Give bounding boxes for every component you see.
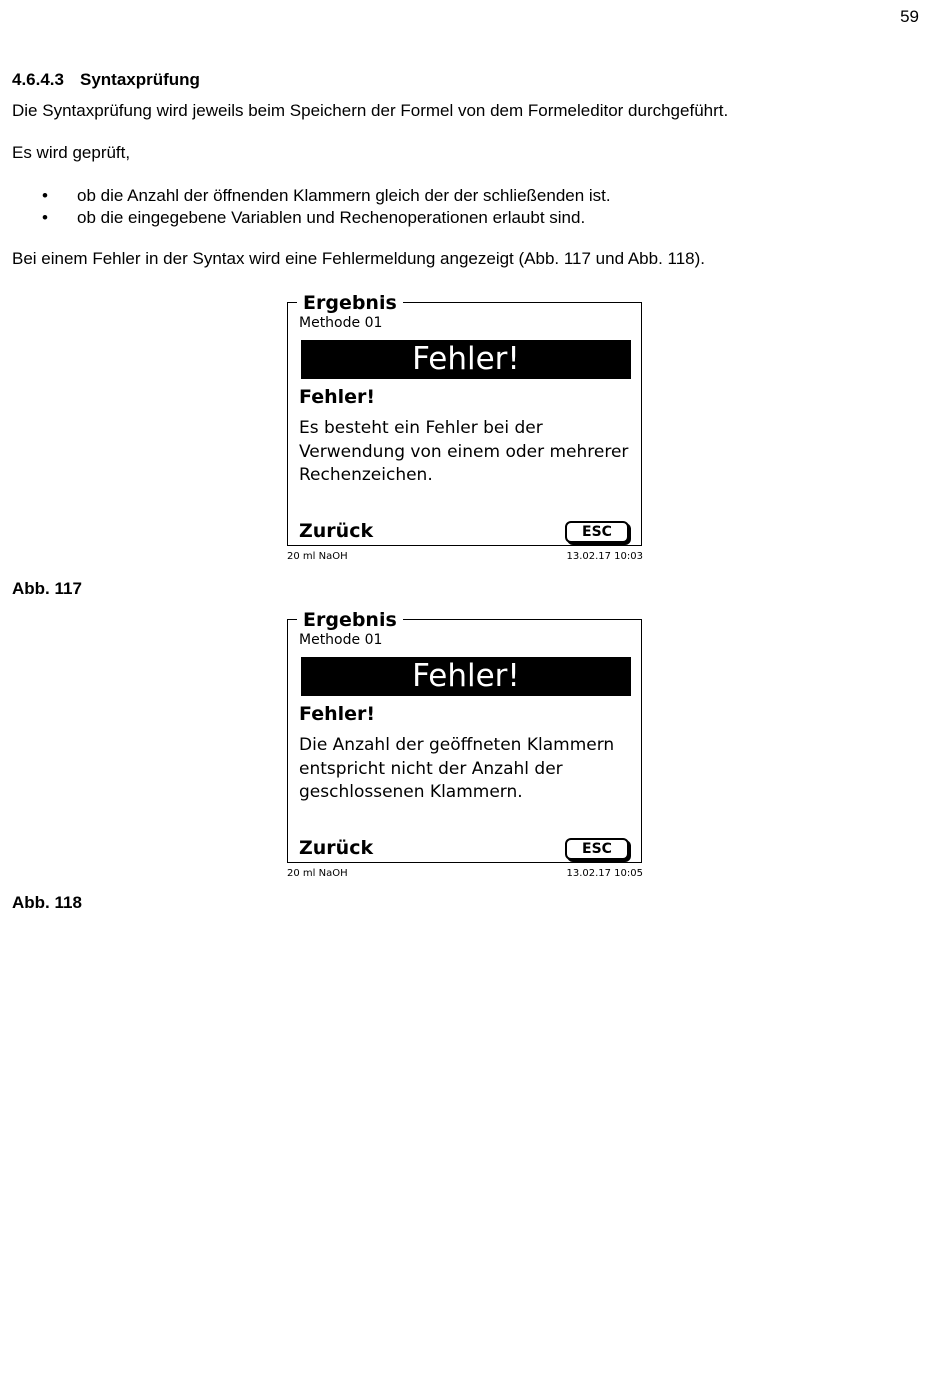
page-number: 59 bbox=[900, 7, 919, 26]
error-banner: Fehler! bbox=[301, 340, 631, 379]
list-item bbox=[12, 185, 611, 207]
esc-button: ESC bbox=[565, 521, 629, 543]
status-datetime: 13.02.17 10:05 bbox=[566, 868, 643, 879]
section-heading bbox=[12, 70, 200, 90]
method-label: Methode 01 bbox=[299, 632, 383, 648]
status-reagent: 20 ml NaOH bbox=[287, 868, 348, 879]
section-title: Syntaxprüfung bbox=[80, 70, 200, 89]
message-line: Verwendung von einem oder mehrerer bbox=[299, 441, 629, 462]
bullet-icon: • bbox=[42, 186, 48, 205]
figure-caption: Abb. 118 bbox=[12, 893, 82, 912]
intro-paragraph: Die Syntaxprüfung wird jeweils beim Speichern der Formel von dem Formeleditor durchgeführt. bbox=[12, 101, 729, 120]
error-heading: Fehler! bbox=[299, 703, 376, 725]
message-line: Rechenzeichen. bbox=[299, 465, 433, 485]
bullet-icon: • bbox=[42, 207, 48, 227]
checks-list bbox=[12, 185, 611, 228]
message-line: Es besteht ein Fehler bei der bbox=[299, 418, 543, 438]
error-note-paragraph: Bei einem Fehler in der Syntax wird eine Fehlermeldung angezeigt (Abb. 117 und Abb. 118). bbox=[12, 249, 706, 268]
error-heading: Fehler! bbox=[299, 386, 376, 408]
message-line: entspricht nicht der Anzahl der bbox=[299, 758, 563, 779]
list-item bbox=[12, 207, 611, 229]
back-button-label: Zurück bbox=[299, 520, 374, 542]
method-label: Methode 01 bbox=[299, 315, 383, 331]
screen-title: Ergebnis bbox=[297, 292, 403, 314]
back-button-label: Zurück bbox=[299, 837, 374, 859]
message-line: Die Anzahl der geöffneten Klammern bbox=[299, 735, 615, 755]
section-number: 4.6.4.3 bbox=[12, 70, 64, 89]
screen-title: Ergebnis bbox=[297, 609, 403, 631]
error-banner: Fehler! bbox=[301, 657, 631, 696]
check-text: ob die eingegebene Variablen und Rechenoperationen erlaubt sind. bbox=[77, 207, 586, 227]
error-message bbox=[299, 417, 629, 488]
error-message bbox=[299, 734, 629, 805]
esc-button: ESC bbox=[565, 838, 629, 860]
checked-label: Es wird geprüft, bbox=[12, 143, 131, 162]
check-text: ob die Anzahl der öffnenden Klammern gleich der der schließenden ist. bbox=[77, 186, 611, 205]
figure-caption: Abb. 117 bbox=[12, 579, 82, 598]
status-reagent: 20 ml NaOH bbox=[287, 551, 348, 562]
message-line: geschlossenen Klammern. bbox=[299, 782, 523, 802]
status-datetime: 13.02.17 10:03 bbox=[566, 551, 643, 562]
